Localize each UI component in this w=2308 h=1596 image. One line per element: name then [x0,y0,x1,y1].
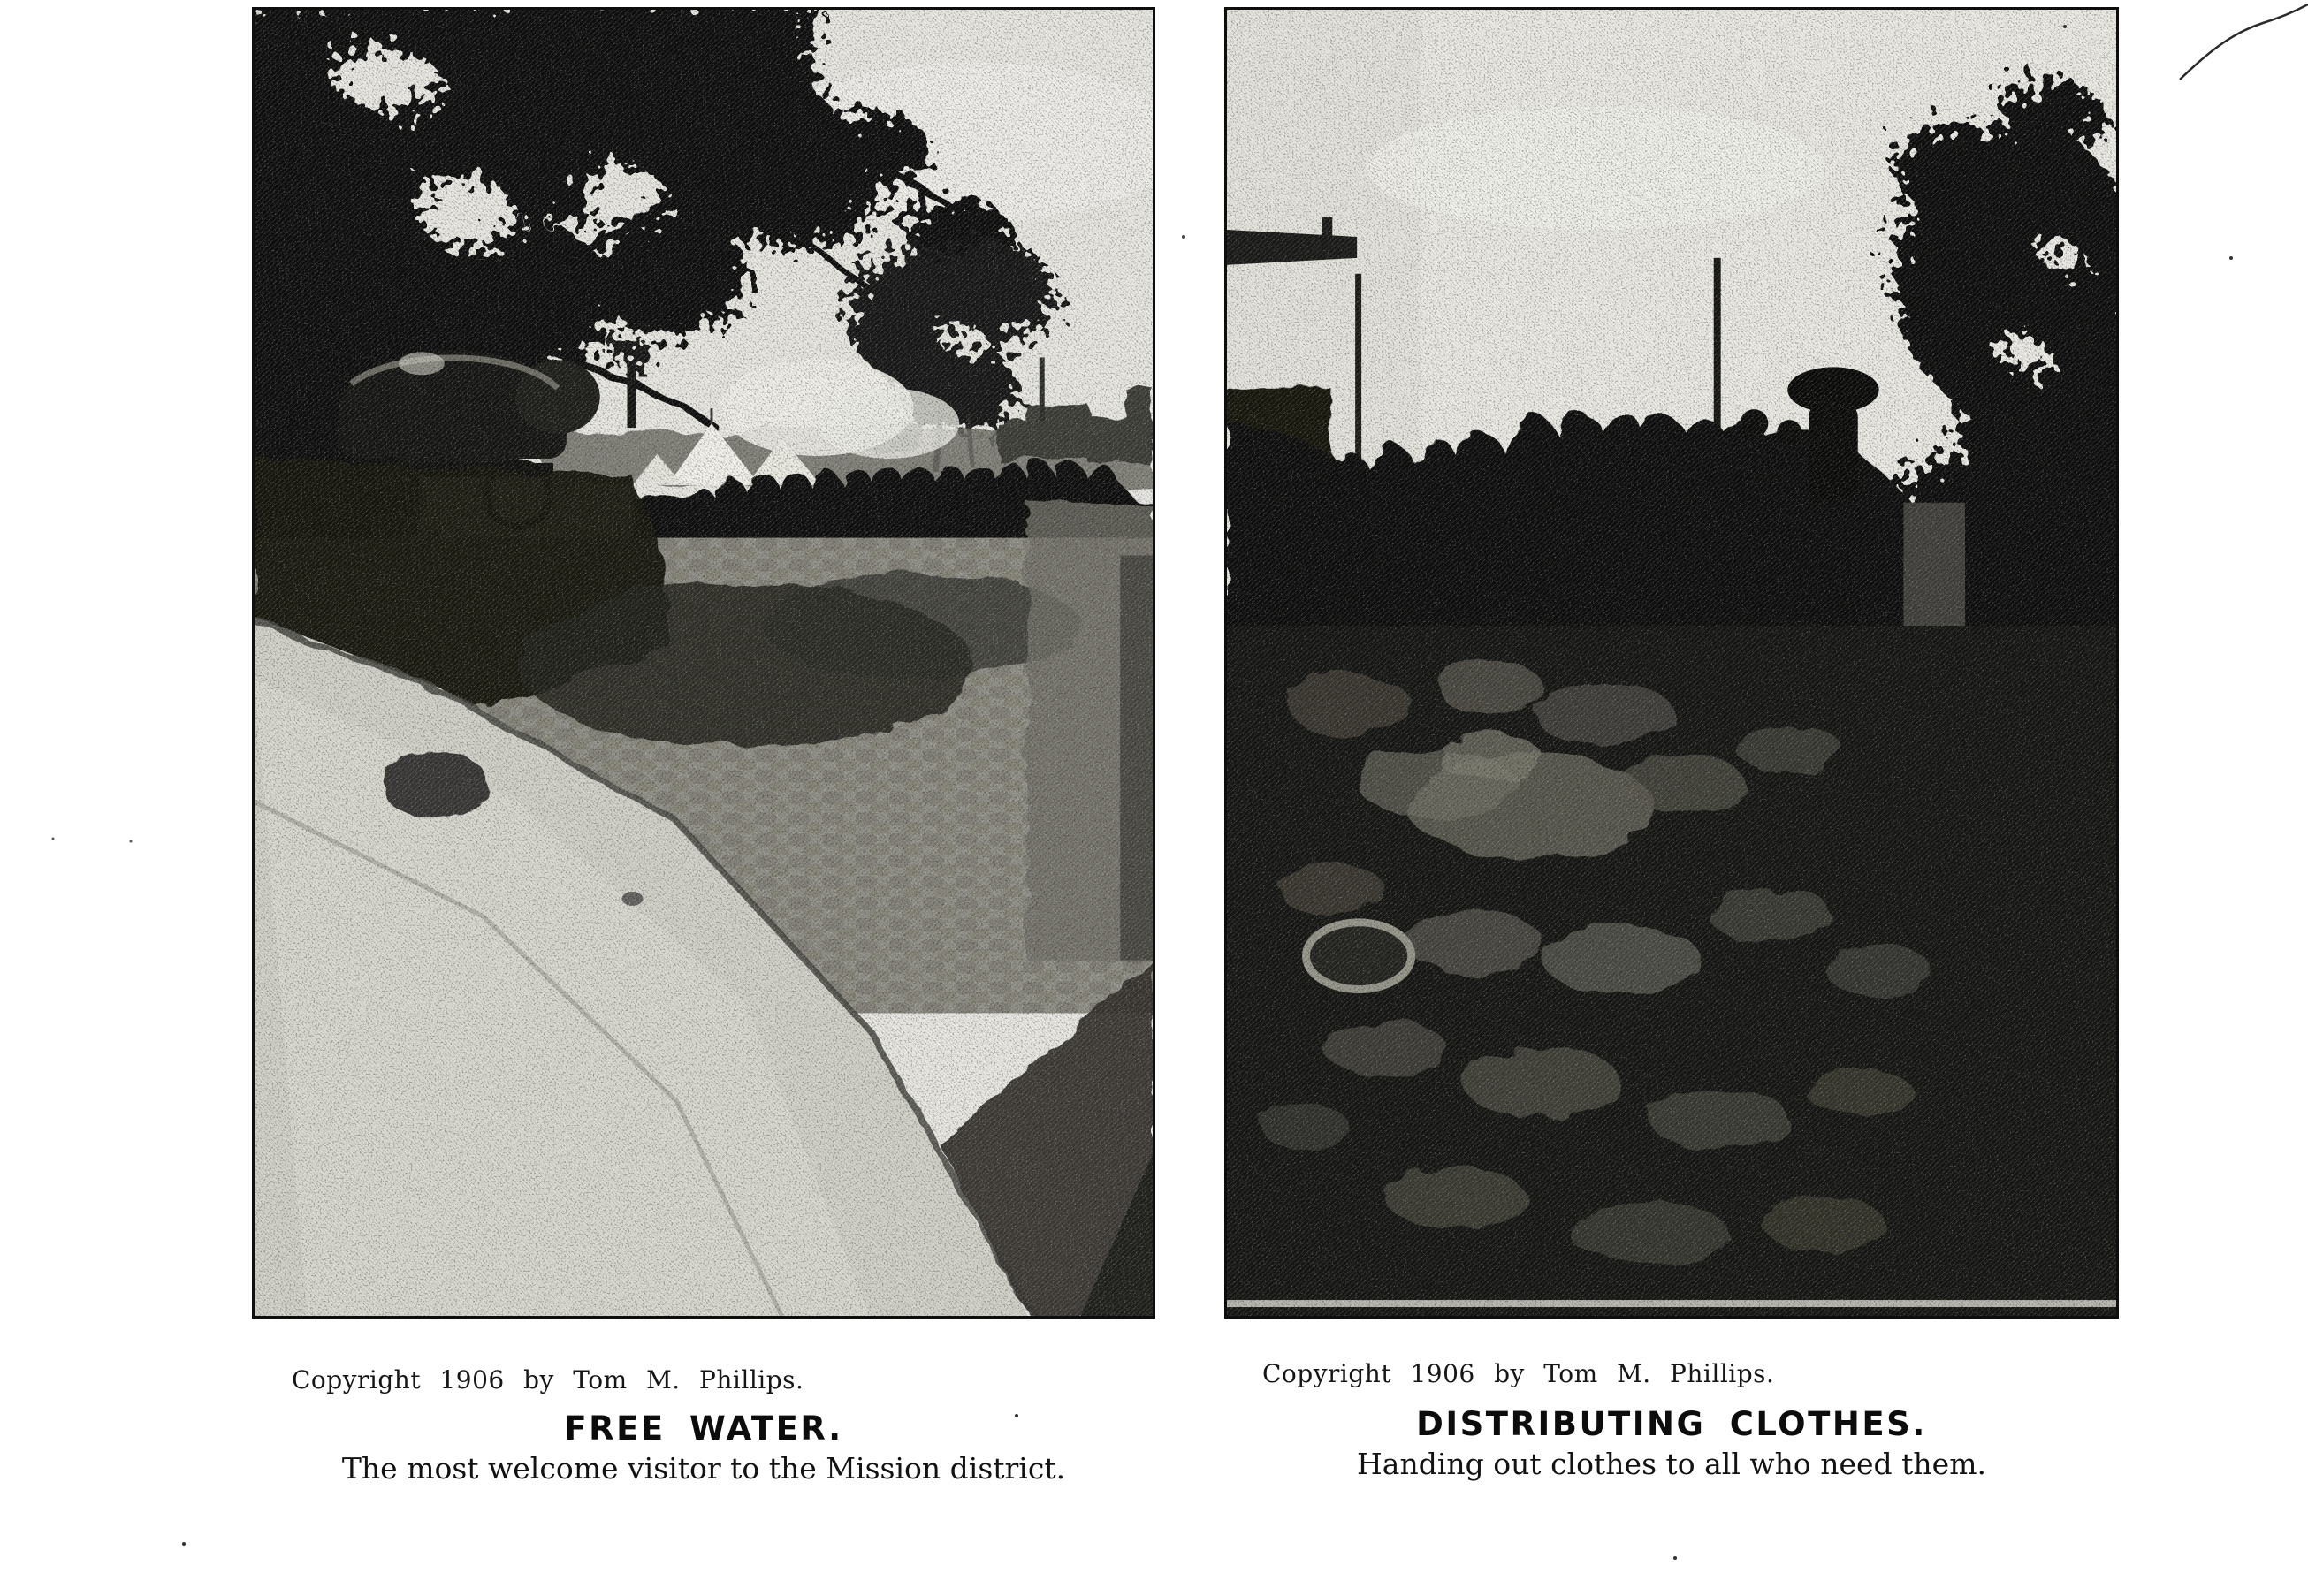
scan-scratch-line [2180,4,2308,80]
figure-subtitle-free-water: The most welcome visitor to the Mission district. [341,1451,1066,1486]
copyright-line-free-water: Copyright 1906 by Tom M. Phillips. [292,1365,804,1395]
photo-artwork-free-water [255,10,1153,1316]
copyright-line-distributing-clothes: Copyright 1906 by Tom M. Phillips. [1262,1359,1775,1388]
figure-subtitle-distributing-clothes: Handing out clothes to all who need them. [1357,1447,1986,1481]
grain-light [255,10,1153,1316]
grain-light [1227,10,2116,1316]
photo-artwork-distributing-clothes [1227,10,2116,1316]
figure-title-free-water: FREE WATER. [564,1410,843,1448]
figure-title-distributing-clothes: DISTRIBUTING CLOTHES. [1416,1405,1927,1443]
photo-distributing-clothes [1224,7,2119,1319]
photo-free-water [252,7,1155,1319]
